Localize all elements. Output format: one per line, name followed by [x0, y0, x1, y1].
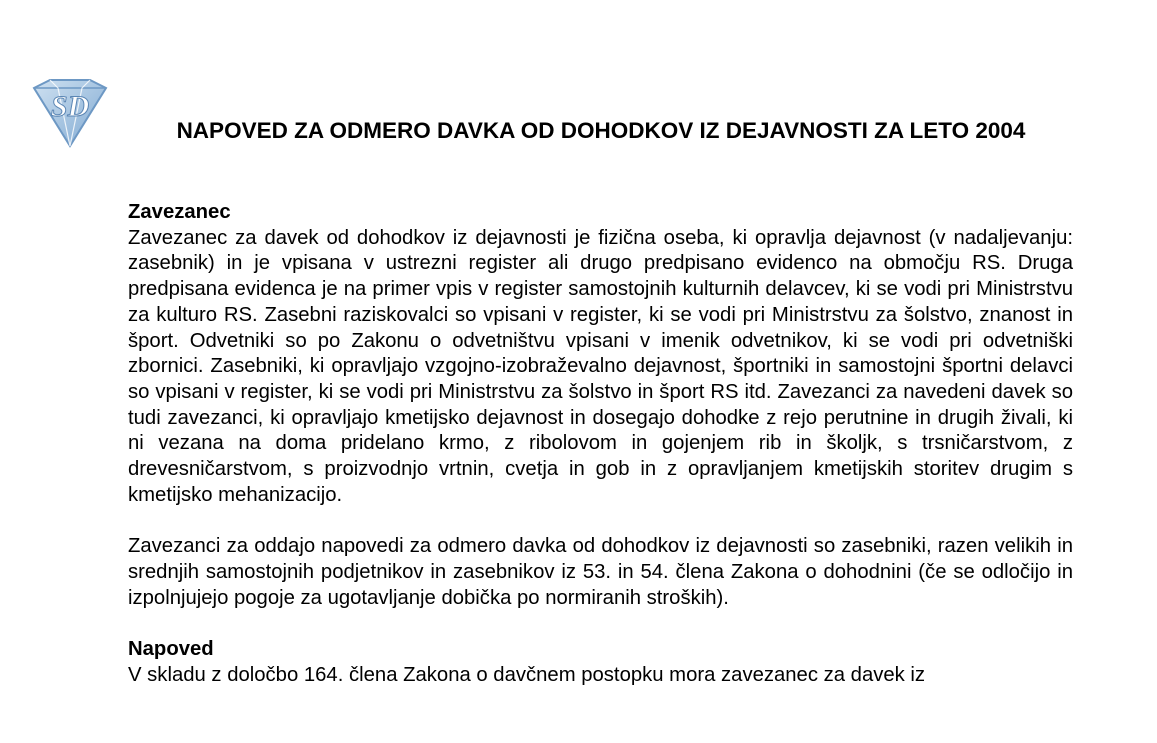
- paragraph-spacer: [128, 611, 1073, 637]
- paragraph-zavezanec-filing: Zavezanci za oddajo napovedi za odmero davka od dohodkov iz dejavnosti so zasebniki, razen velikih in srednjih samostojnih podjetnikov in zasebnikov iz 53. in 54. člena Zakona o dohodnini (če se odločijo in izpolnjujejo pogoje za ugotavljanje dobička po normiranih stroških).: [128, 535, 1073, 609]
- paragraph-zavezanec-definition: Zavezanec za davek od dohodkov iz dejavnosti je fizična oseba, ki opravlja dejavnost (v nadaljevanju: zasebnik) in je vpisana v ustrezni register ali drugo predpisano evidenco na območju RS. Druga predpisana evidenca je na primer vpis v register samostojnih kulturnih delavcev, ki se vodi pri Ministrstvu za kulturo RS. Zasebni raziskovalci so vpisani v register, ki se vodi pri Ministrstvu za šolstvo, znanost in šport. Odvetniki so po Zakonu o odvetništvu vpisani v imenik odvetnikov, ki se vodi pri odvetniški zbornici. Zasebniki, ki opravljajo vzgojno-izobraževalno dejavnost, športniki in samostojni športni delavci so vpisani v register, ki se vodi pri Ministrstvu za šolstvo in šport RS itd. Zavezanci za navedeni davek so tudi zavezanci, ki opravljajo kmetijsko dejavnost in dosegajo dohodke z rejo perutnine in drugih živali, ki ni vezana na doma pridelano krmo, z ribolovom in gojenjem rib in školjk, s trsničarstvom, z drevesničarstvom, s proizvodnjo vrtnin, cvetja in gob in z opravljanjem kmetijskih storitev drugim s kmetijsko mehanizacijo.: [128, 226, 1073, 506]
- paragraph-napoved: V skladu z določbo 164. člena Zakona o davčnem postopku mora zavezanec za davek iz: [128, 663, 926, 686]
- section-heading-napoved: Napoved: [128, 637, 214, 660]
- section-heading-zavezanec: Zavezanec: [128, 201, 231, 223]
- paragraph-spacer: [128, 508, 1073, 534]
- svg-text:SD: SD: [50, 90, 90, 123]
- sd-logo-icon: [26, 78, 112, 150]
- document-title: NAPOVED ZA ODMERO DAVKA OD DOHODKOV IZ DEJAVNOSTI ZA LETO 2004: [176, 118, 1026, 143]
- document-body: [128, 200, 1073, 688]
